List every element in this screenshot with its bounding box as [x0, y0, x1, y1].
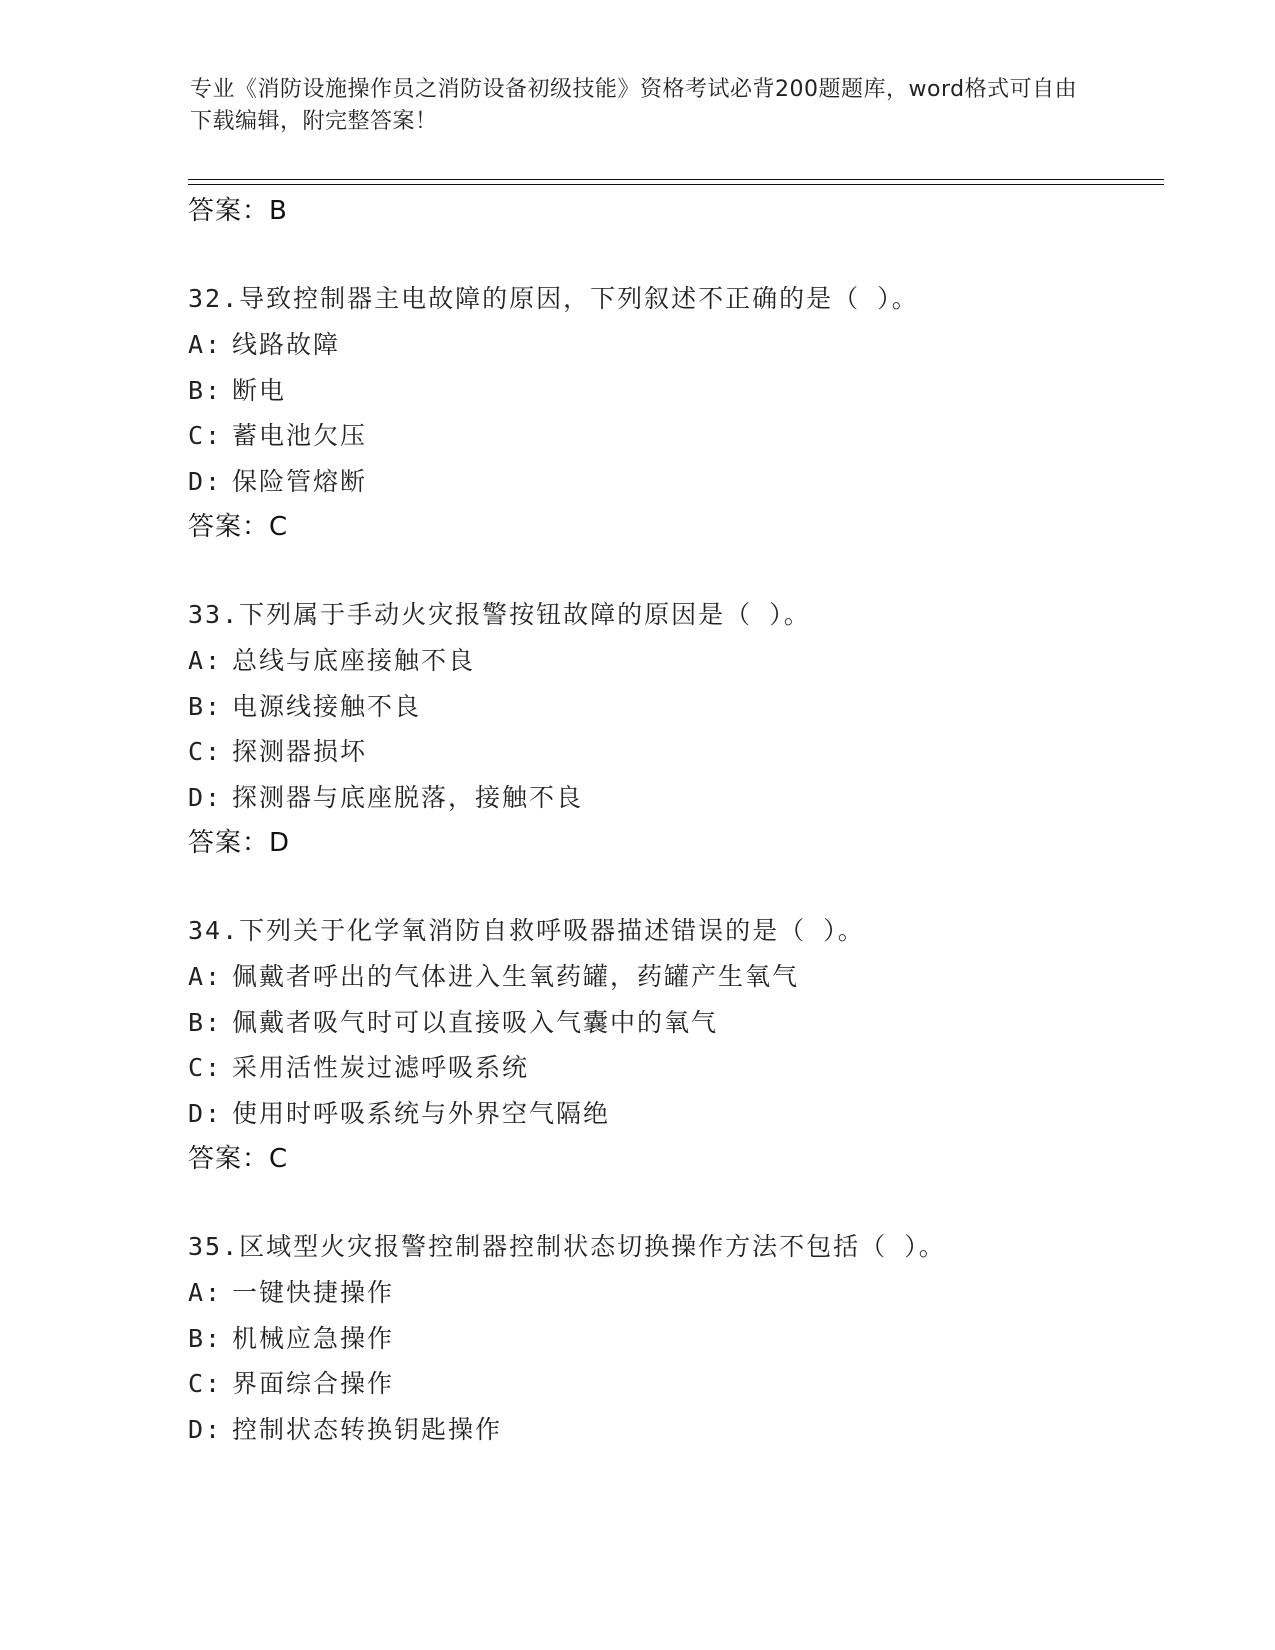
option-a	[188, 954, 1168, 1000]
option-text: 佩戴者呼出的气体进入生氧药罐，药罐产生氧气	[232, 962, 800, 991]
header-rule-top	[188, 179, 1164, 180]
answer-line-prev	[188, 190, 288, 227]
option-text: 蓄电池欠压	[232, 421, 368, 450]
option-key: B:	[188, 691, 223, 721]
option-text: 线路故障	[232, 330, 341, 359]
answer-line-33	[188, 822, 290, 859]
option-d	[188, 1407, 1168, 1453]
header-rule-bottom	[188, 184, 1164, 185]
option-c	[188, 1361, 1168, 1407]
option-d	[188, 1091, 1168, 1137]
option-text: 一键快捷操作	[232, 1278, 395, 1307]
option-b	[188, 368, 1168, 414]
answer-line-34	[188, 1138, 288, 1175]
option-text: 佩戴者吸气时可以直接吸入气囊中的氧气	[232, 1007, 719, 1037]
option-c	[188, 1045, 1168, 1091]
option-text: 电源线接触不良	[232, 691, 422, 721]
option-text: 控制状态转换钥匙操作	[232, 1414, 503, 1444]
answer-letter: D	[269, 828, 291, 858]
option-a	[188, 1270, 1168, 1316]
option-text: 使用时呼吸系统与外界空气隔绝	[232, 1098, 611, 1128]
option-key: C:	[188, 1369, 223, 1398]
option-text: 界面综合操作	[232, 1369, 395, 1398]
option-text: 总线与底座接触不良	[232, 646, 476, 675]
option-text: 保险管熔断	[232, 466, 368, 496]
answer-label: 答案：	[188, 512, 270, 542]
answer-label: 答案：	[188, 828, 270, 858]
question-title: 34.下列关于化学氧消防自救呼吸器描述错误的是（ ）。	[188, 916, 865, 945]
answer-line-32	[188, 506, 288, 543]
option-key: C:	[188, 1053, 223, 1082]
answer-label: 答案：	[188, 1144, 270, 1174]
option-text: 采用活性炭过滤呼吸系统	[232, 1053, 530, 1082]
option-d	[188, 459, 1168, 505]
option-key: B:	[188, 375, 223, 405]
option-text: 探测器损坏	[232, 737, 368, 766]
question-32	[188, 276, 1168, 504]
option-text: 探测器与底座脱落，接触不良	[232, 782, 584, 812]
option-key: D:	[188, 466, 223, 496]
option-key: A:	[188, 962, 223, 991]
answer-letter: C	[269, 512, 289, 542]
question-33	[188, 592, 1168, 820]
option-b	[188, 684, 1168, 730]
option-key: A:	[188, 330, 223, 359]
option-key: D:	[188, 1098, 223, 1128]
option-c	[188, 413, 1168, 459]
option-text: 断电	[232, 375, 287, 405]
option-key: B:	[188, 1323, 223, 1353]
answer-letter: C	[269, 1144, 289, 1174]
option-key: D:	[188, 782, 223, 812]
question-title: 32.导致控制器主电故障的原因，下列叙述不正确的是（ ）。	[188, 284, 919, 313]
question-title: 35.区域型火灾报警控制器控制状态切换操作方法不包括（ ）。	[188, 1232, 946, 1261]
option-b	[188, 1316, 1168, 1362]
option-key: C:	[188, 421, 223, 450]
answer-label: 答案：	[188, 196, 270, 226]
option-b	[188, 1000, 1168, 1046]
option-a	[188, 322, 1168, 368]
option-a	[188, 638, 1168, 684]
question-34	[188, 908, 1168, 1136]
answer-letter: B	[269, 196, 288, 226]
option-key: C:	[188, 737, 223, 766]
option-c	[188, 729, 1168, 775]
option-key: B:	[188, 1007, 223, 1037]
option-key: A:	[188, 646, 223, 675]
option-text: 机械应急操作	[232, 1323, 395, 1353]
option-key: D:	[188, 1414, 223, 1444]
option-key: A:	[188, 1278, 223, 1307]
question-title: 33.下列属于手动火灾报警按钮故障的原因是（ ）。	[188, 600, 811, 629]
question-35	[188, 1224, 1168, 1452]
option-d	[188, 775, 1168, 821]
document-header: 专业《消防设施操作员之消防设备初级技能》资格考试必背200题题库，word格式可自由下载编辑，附完整答案！	[190, 77, 1078, 134]
